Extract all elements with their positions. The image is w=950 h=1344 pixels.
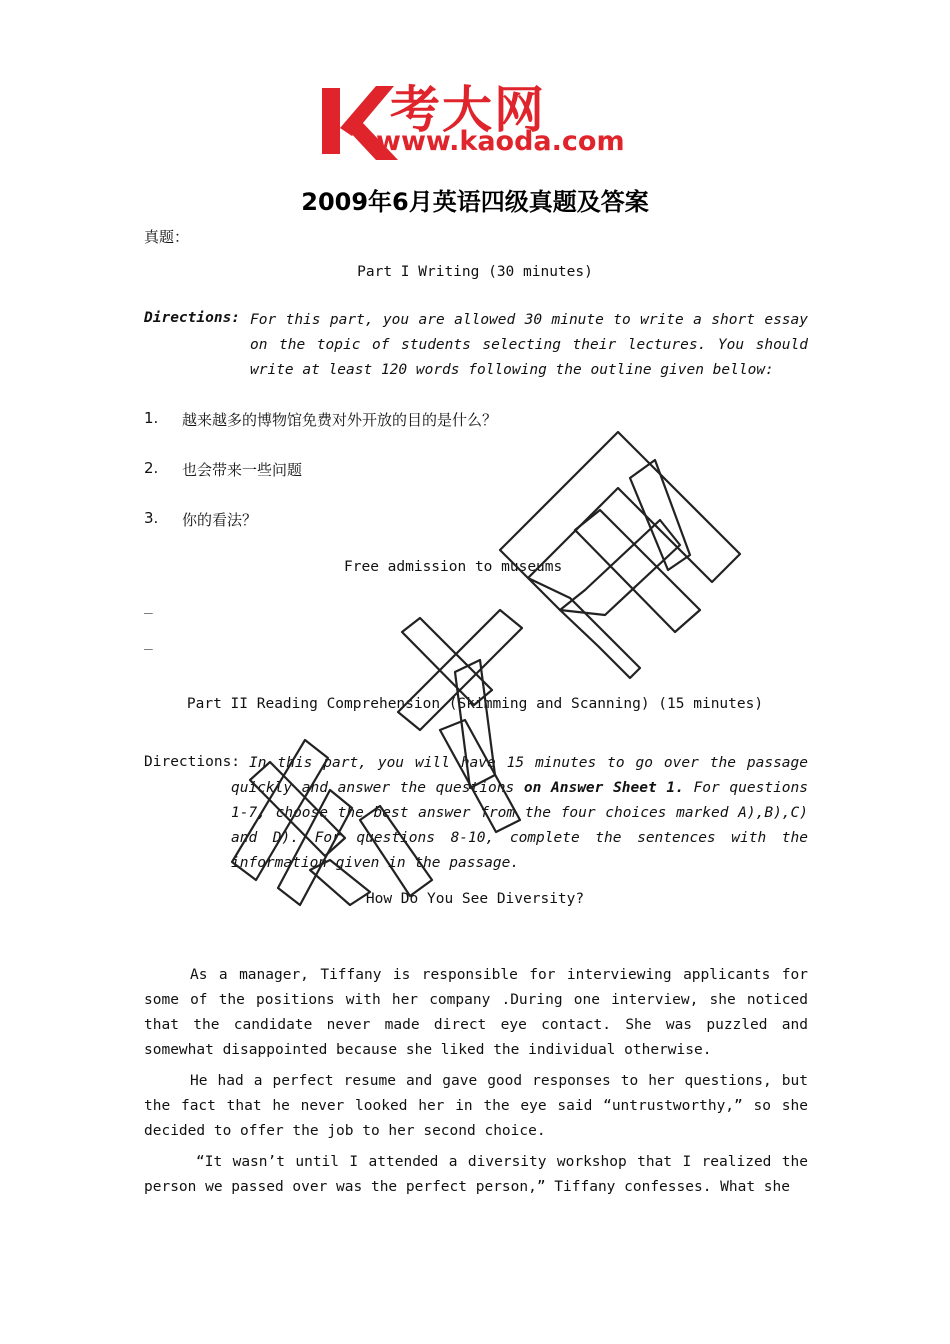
part1-heading: Part I Writing (30 minutes)	[357, 264, 593, 280]
essay-title: Free admission to museums	[344, 559, 563, 575]
blank-dash: _	[144, 598, 153, 614]
directions-answer-sheet: on Answer Sheet 1.	[523, 780, 684, 796]
part2-directions-label: Directions:	[144, 754, 241, 770]
part2-directions-text	[231, 751, 808, 876]
logo-url: www.kaoda.com	[376, 126, 625, 157]
part1-directions-text: For this part, you are allowed 30 minute to write a short essay on the topic of students selecting their lectures. You should write at least 120 words following the outline given bellow:	[250, 312, 808, 378]
outline-number: 2.	[144, 459, 159, 477]
passage-paragraph: “It wasn’t until I attended a diversity workshop that I realized the person we passed over was the perfect person,” Tiffany confesses. What she	[144, 1154, 808, 1195]
outline-item: 越来越多的博物馆免费对外开放的目的是什么？	[182, 411, 498, 429]
passage-title: How Do You See Diversity?	[365, 891, 585, 907]
passage-paragraph: He had a perfect resume and gave good responses to her questions, but the fact that he never looked her in the eye said “untrustworthy,” so she decided to offer the job to her second choice.	[144, 1073, 808, 1139]
blank-dash: _	[144, 634, 153, 650]
part1-directions-label: Directions:	[144, 310, 241, 326]
part2-heading: Part II Reading Comprehension (Skimming and Scanning) (15 minutes)	[186, 696, 764, 712]
outline-number: 3.	[144, 509, 159, 527]
page-title: 2009年6月英语四级真题及答案	[301, 188, 649, 216]
outline-number: 1.	[144, 409, 159, 427]
directions-text-start: In this part, you will have 15 minutes to go over the passage quickly and answer the questions	[231, 755, 808, 796]
logo-chinese-text: 考大网	[390, 81, 546, 139]
outline-item: 也会带来一些问题	[182, 461, 303, 479]
directions-text-end: For questions 1-7, choose the best answer from the four choices marked A),B),C) and D). For questions 8-10, complete the sentences with the information given in the passage.	[231, 780, 808, 871]
intro-label: 真题：	[144, 228, 190, 246]
passage-paragraph: As a manager, Tiffany is responsible for interviewing applicants for some of the positions with her company .During one interview, she noticed that the candidate never made direct eye contact. She was puzzled and somewhat disappointed because she liked the individual otherwise.	[144, 967, 808, 1058]
kaoda-logo	[318, 70, 648, 165]
outline-item: 你的看法？	[182, 511, 258, 529]
